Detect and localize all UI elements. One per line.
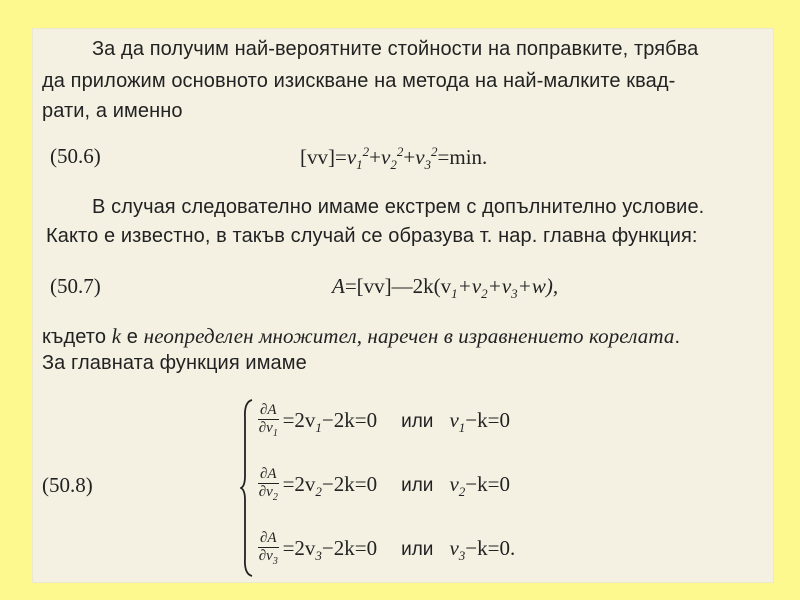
system-row-1: $\frac{\partial A}{\partial v_1}$ $=2v_1-2k=0$ или $v_1-k=0$ (258, 396, 510, 448)
paragraph3-line2: За главната функция имаме (42, 352, 307, 374)
equation-50-6: $[vv]=v_1^2+v_2^2+v_3^2=\min$. (300, 144, 488, 173)
scanned-page (32, 28, 774, 583)
paragraph2-line2: Както е известно, в такъв случай се образува т. нар. главна функция: (46, 225, 698, 247)
partial-derivative-1: $\frac{\partial A}{\partial v_1}$ (258, 402, 278, 439)
paragraph3-line1: където k е неопределен множител, наречен в изравнението корелата. (42, 324, 681, 348)
equation-number-50-6: (50.6) (50, 144, 101, 168)
system-row-2: $\frac{\partial A}{\partial v_2}$ $=2v_2-2k=0$ или $v_2-k=0$ (258, 460, 510, 512)
equation-number-50-7: (50.7) (50, 274, 101, 298)
equation-50-7: $A=[vv]—2k(v_1+v_2+v_3+w)$, (332, 274, 559, 302)
left-brace-icon (240, 398, 254, 578)
paragraph1-line3: рати, а именно (42, 100, 183, 122)
paragraph1-line2: да приложим основното изискване на метода на най-малките квад- (42, 70, 676, 92)
paragraph1-line1: За да получим най-вероятните стойности на поправките, трябва (92, 38, 699, 60)
paragraph2-line1: В случая следователно имаме екстрем с допълнително условие. (92, 196, 705, 218)
system-row-3: $\frac{\partial A}{\partial v_3}$ $=2v_3-2k=0$ или $v_3-k=0$. (258, 524, 515, 576)
partial-derivative-3: $\frac{\partial A}{\partial v_3}$ (258, 530, 278, 567)
partial-derivative-2: $\frac{\partial A}{\partial v_2}$ (258, 466, 278, 503)
equation-number-50-8: (50.8) (42, 473, 93, 497)
